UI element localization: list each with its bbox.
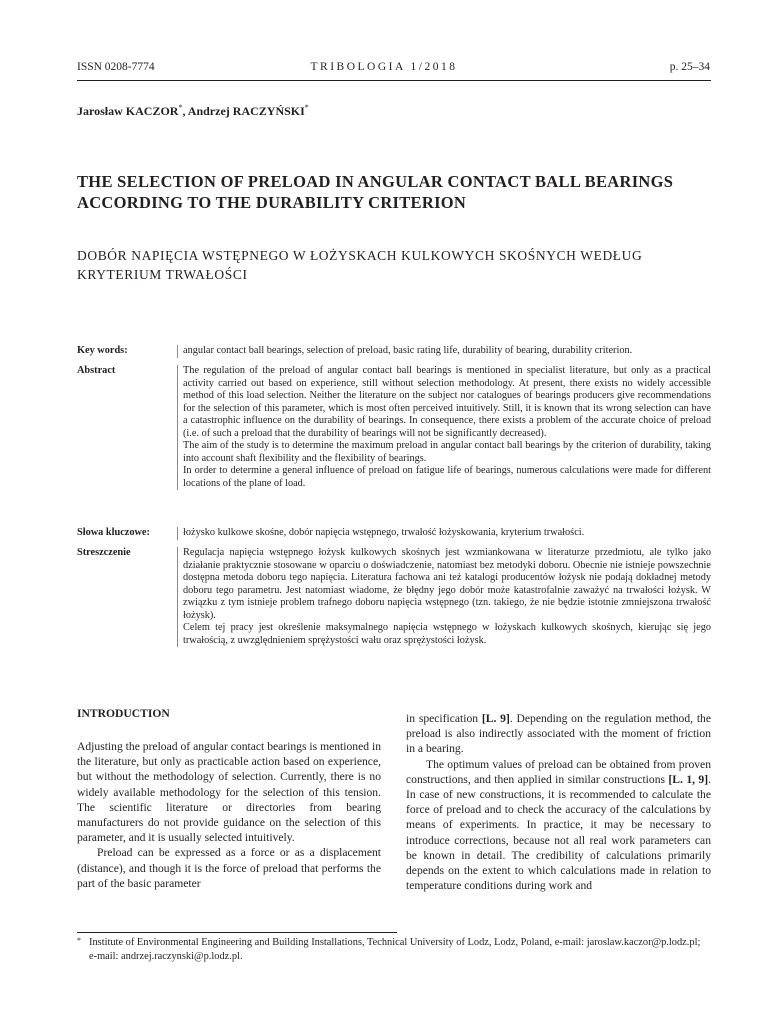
citation-ref: [L. 9]	[481, 712, 510, 725]
body-text: in specification	[406, 712, 482, 725]
body-column-right	[406, 711, 711, 893]
citation-ref: [L. 1, 9]	[668, 772, 709, 786]
keywords-pl-text: łożysko kulkowe skośne, dobór napięcia wstępnego, trwałość łożyskowania, kryterium trwałości.	[177, 527, 711, 540]
keywords-block	[77, 345, 711, 358]
author-1: Jarosław KACZOR	[77, 104, 179, 118]
page-range: p. 25–34	[669, 61, 710, 73]
abstract-text	[177, 365, 711, 490]
body-paragraph: Adjusting the preload of angular contact bearings is mentioned in the literature, but only as practicable action based on experience, but without the methodology of selection. Currently, there is no widely available methodology for the selection of this tension. The scientific literature or directories from bearing manufacturers do not provide guidance on the selection of this parameter, and it is usually selected intuitively.	[77, 740, 381, 845]
abstract-block	[77, 365, 711, 490]
body-paragraph: Preload can be expressed as a force or as a displacement (distance), and though it is the force of preload that performs the part of the basic parameter	[77, 846, 381, 890]
body-column-left	[77, 739, 381, 891]
paper-title-pl: DOBÓR NAPIĘCIA WSTĘPNEGO W ŁOŻYSKACH KULKOWYCH SKOŚNYCH WEDŁUG KRYTERIUM TRWAŁOŚCI	[77, 248, 643, 282]
streszczenie-text	[177, 547, 711, 647]
author-2-mark: *	[304, 103, 309, 112]
body-text: . In case of new constructions, it is recommended to calculate the force of preload and to check the accuracy of the calculations by means of experiments. In practice, it may be necessary to introduce corrections, because not all real work parameters can be known in detail. The credibility of calculations primarily depends on the extent to which calculations made in relation to temperature conditions during work and	[406, 772, 711, 893]
footnote-text: Institute of Environmental Engineering and Building Installations, Technical University of Lodz, Lodz, Poland, e-mail: jaroslaw.kaczor@p.lodz.pl; e-mail: andrzej.raczynski@p.lodz.pl.	[89, 937, 701, 962]
paper-title-en: THE SELECTION OF PRELOAD IN ANGULAR CONTACT BALL BEARINGS ACCORDING TO THE DURABILITY CRITERION	[77, 172, 674, 212]
introduction-heading: INTRODUCTION	[77, 707, 170, 720]
footnote-mark: *	[77, 936, 81, 945]
abstract-paragraph: The aim of the study is to determine the maximum preload in angular contact ball bearings by the criterion of durability, taking into account shaft flexibility and the flexibility of bearings.	[183, 440, 711, 464]
header-rule	[77, 80, 711, 81]
body-text: . Depending on the regulation method, the preload is also indirectly associated with the moment of friction in a bearing.	[406, 712, 711, 756]
author-2: Andrzej RACZYŃSKI	[187, 104, 305, 118]
issn-label: ISSN 0208-7774	[77, 61, 155, 73]
body-paragraph	[406, 757, 711, 894]
streszczenie-label: Streszczenie	[77, 547, 131, 558]
body-paragraph	[406, 711, 711, 757]
author-separator: ,	[182, 104, 188, 118]
keywords-label: Key words:	[77, 345, 128, 356]
author-1-mark: *	[178, 103, 183, 112]
streszczenie-paragraph: Celem tej pracy jest określenie maksymalnego napięcia wstępnego w łożyskach kulkowych skośnych, kierując się jego trwałością, z uwzględnieniem sprężystości wału oraz sprężystości łożysk.	[183, 622, 711, 646]
body-text: The optimum values of preload can be obtained from proven constructions, and then applied in similar constructions	[406, 757, 711, 786]
authors-line	[77, 103, 309, 119]
keywords-pl-block	[77, 527, 711, 540]
streszczenie-block	[77, 547, 711, 647]
abstract-label: Abstract	[77, 365, 116, 376]
footnote-rule	[77, 932, 397, 933]
streszczenie-paragraph: Regulacja napięcia wstępnego łożysk kulkowych skośnych jest wzmiankowana w literaturze przedmiotu, ale tylko jako działanie praktycznie stosowane w oparciu o doświadczenie, natomiast bez metodyki doboru. Obecnie nie istnieje powszechnie dostępna metoda doboru tego napięcia. Literatura fachowa ani też katalogi producentów łożysk nie podają dokładnej metody doboru tego parametru. Jest natomiast wiadome, że błędny jego dobór może katastrofalnie zaważyć na trwałości łożysk. W związku z tym istnieje problem trafnego doboru napięcia wstępnego (tzn. takiego, że nie będzie istotnie zmniejszona trwałość łożysk).	[183, 547, 711, 621]
journal-name: TRIBOLOGIA 1/2018	[310, 61, 458, 73]
abstract-paragraph: The regulation of the preload of angular contact ball bearings is mentioned in specialist literature, but only as a practical activity carried out based on experience, still without selection methodology. At present, there exists no widely accessible method of this load selection. Neither the literature on the subject nor catalogues of bearings producers give recommendations for the selection of this parameter, which is most often perceived intuitively. Still, it is known that its wrong selection can have a catastrophic influence on the durability of bearings. In consequence, there exists a problem of the accurate choice of preload (i.e. of such a preload that the durability of bearings will not be significantly decreased).	[183, 365, 711, 439]
keywords-pl-label: Słowa kluczowe:	[77, 527, 150, 538]
keywords-text: angular contact ball bearings, selection of preload, basic rating life, durability of bearing, durability criterion.	[177, 345, 711, 358]
abstract-paragraph: In order to determine a general influence of preload on fatigue life of bearings, numerous calculations were made for different locations of the plane of load.	[183, 465, 711, 489]
footnote	[77, 936, 711, 963]
